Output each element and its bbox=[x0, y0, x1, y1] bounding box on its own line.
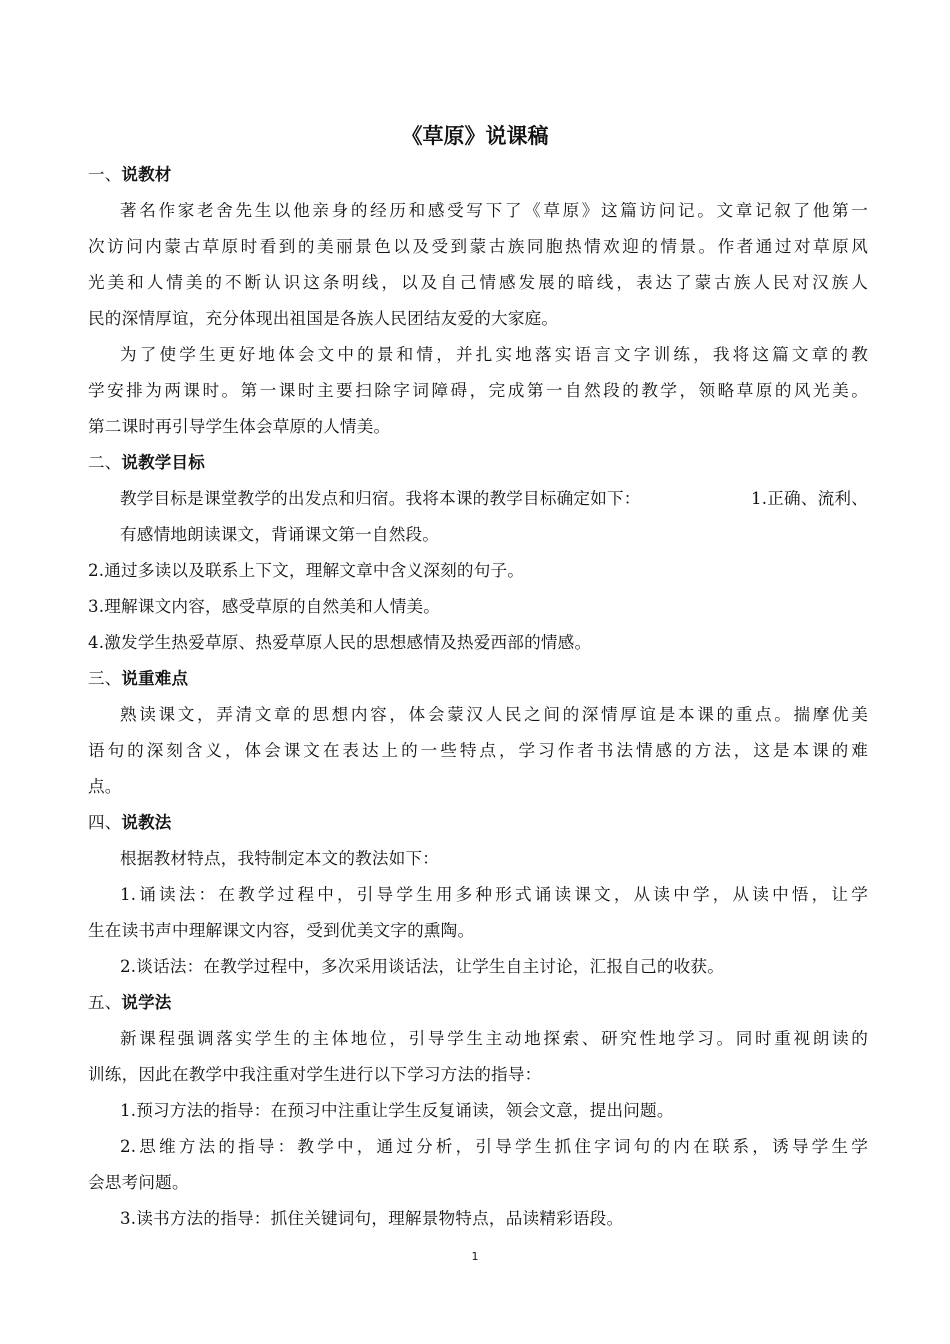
document-title: 《草原》说课稿 bbox=[401, 124, 549, 148]
paragraph-line: 1.预习方法的指导：在预习中注重让学生反复诵读，领会文意，提出问题。 bbox=[120, 1101, 674, 1120]
paragraph-line: 熟读课文，弄清文章的思想内容，体会蒙汉人民之间的深情厚谊是本课的重点。揣摩优美 bbox=[120, 705, 868, 724]
paragraph-line bbox=[120, 487, 868, 511]
objective-item-2: 2.通过多读以及联系上下文，理解文章中含义深刻的句子。 bbox=[88, 561, 525, 580]
paragraph-line: 2.思维方法的指导：教学中，通过分析，引导学生抓住字词句的内在联系，诱导学生学 bbox=[120, 1137, 868, 1156]
paragraph-line: 语句的深刻含义，体会课文在表达上的一些特点，学习作者书法情感的方法，这是本课的难 bbox=[88, 741, 868, 760]
section-title: 说教学目标 bbox=[121, 453, 205, 472]
paragraph-line: 为了使学生更好地体会文中的景和情，并扎实地落实语言文字训练，我将这篇文章的教 bbox=[120, 345, 868, 364]
section-number: 三、 bbox=[88, 669, 122, 688]
objective-item-3: 3.理解课文内容，感受草原的自然美和人情美。 bbox=[88, 597, 441, 616]
section-number: 五、 bbox=[88, 993, 122, 1012]
paragraph-line: 1.诵读法：在教学过程中，引导学生用多种形式诵读课文，从读中学，从读中悟，让学 bbox=[120, 885, 868, 904]
paragraph-line: 光美和人情美的不断认识这条明线，以及自己情感发展的暗线，表达了蒙古族人民对汉族人 bbox=[88, 273, 868, 292]
section-title: 说重难点 bbox=[121, 669, 189, 688]
objective-intro: 教学目标是课堂教学的出发点和归宿。我将本课的教学目标确定如下： bbox=[120, 489, 641, 508]
section-heading-1 bbox=[88, 163, 868, 187]
section-heading-3 bbox=[88, 667, 868, 691]
section-heading-2 bbox=[88, 451, 868, 475]
paragraph-line: 3.读书方法的指导：抓住关键词句，理解景物特点，品读精彩语段。 bbox=[120, 1209, 624, 1228]
section-number: 二、 bbox=[88, 453, 122, 472]
section-title: 说教法 bbox=[121, 813, 172, 832]
paragraph-line: 有感情地朗读课文，背诵课文第一自然段。 bbox=[120, 525, 440, 544]
paragraph-line: 民的深情厚谊，充分体现出祖国是各族人民团结友爱的大家庭。 bbox=[88, 309, 559, 328]
page-number: 1 bbox=[471, 1250, 479, 1263]
paragraph-line: 学安排为两课时。第一课时主要扫除字词障碍，完成第一自然段的教学，领略草原的风光美。 bbox=[88, 381, 868, 400]
section-heading-5 bbox=[88, 991, 868, 1015]
section-number: 四、 bbox=[88, 813, 122, 832]
paragraph-line: 点。 bbox=[88, 777, 122, 796]
paragraph-line: 新课程强调落实学生的主体地位，引导学生主动地探索、研究性地学习。同时重视朗读的 bbox=[120, 1029, 868, 1048]
section-heading-4 bbox=[88, 811, 868, 835]
paragraph-line: 第二课时再引导学生体会草原的人情美。 bbox=[88, 417, 391, 436]
objective-item-1-start: 1.正确、流利、 bbox=[751, 489, 868, 508]
paragraph-line: 根据教材特点，我特制定本文的教法如下： bbox=[120, 849, 440, 868]
paragraph-line: 2.谈话法：在教学过程中，多次采用谈话法，让学生自主讨论，汇报自己的收获。 bbox=[120, 957, 725, 976]
paragraph-line: 会思考问题。 bbox=[88, 1173, 189, 1192]
paragraph-line: 生在读书声中理解课文内容，受到优美文字的熏陶。 bbox=[88, 921, 475, 940]
section-number: 一、 bbox=[88, 165, 122, 184]
section-title: 说学法 bbox=[121, 993, 172, 1012]
paragraph-line: 训练，因此在教学中我注重对学生进行以下学习方法的指导： bbox=[88, 1065, 542, 1084]
paragraph-line: 次访问内蒙古草原时看到的美丽景色以及受到蒙古族同胞热情欢迎的情景。作者通过对草原风 bbox=[88, 237, 868, 256]
paragraph-line: 著名作家老舍先生以他亲身的经历和感受写下了《草原》这篇访问记。文章记叙了他第一 bbox=[120, 201, 868, 220]
objective-item-4: 4.激发学生热爱草原、热爱草原人民的思想感情及热爱西部的情感。 bbox=[88, 633, 592, 652]
section-title: 说教材 bbox=[121, 165, 172, 184]
